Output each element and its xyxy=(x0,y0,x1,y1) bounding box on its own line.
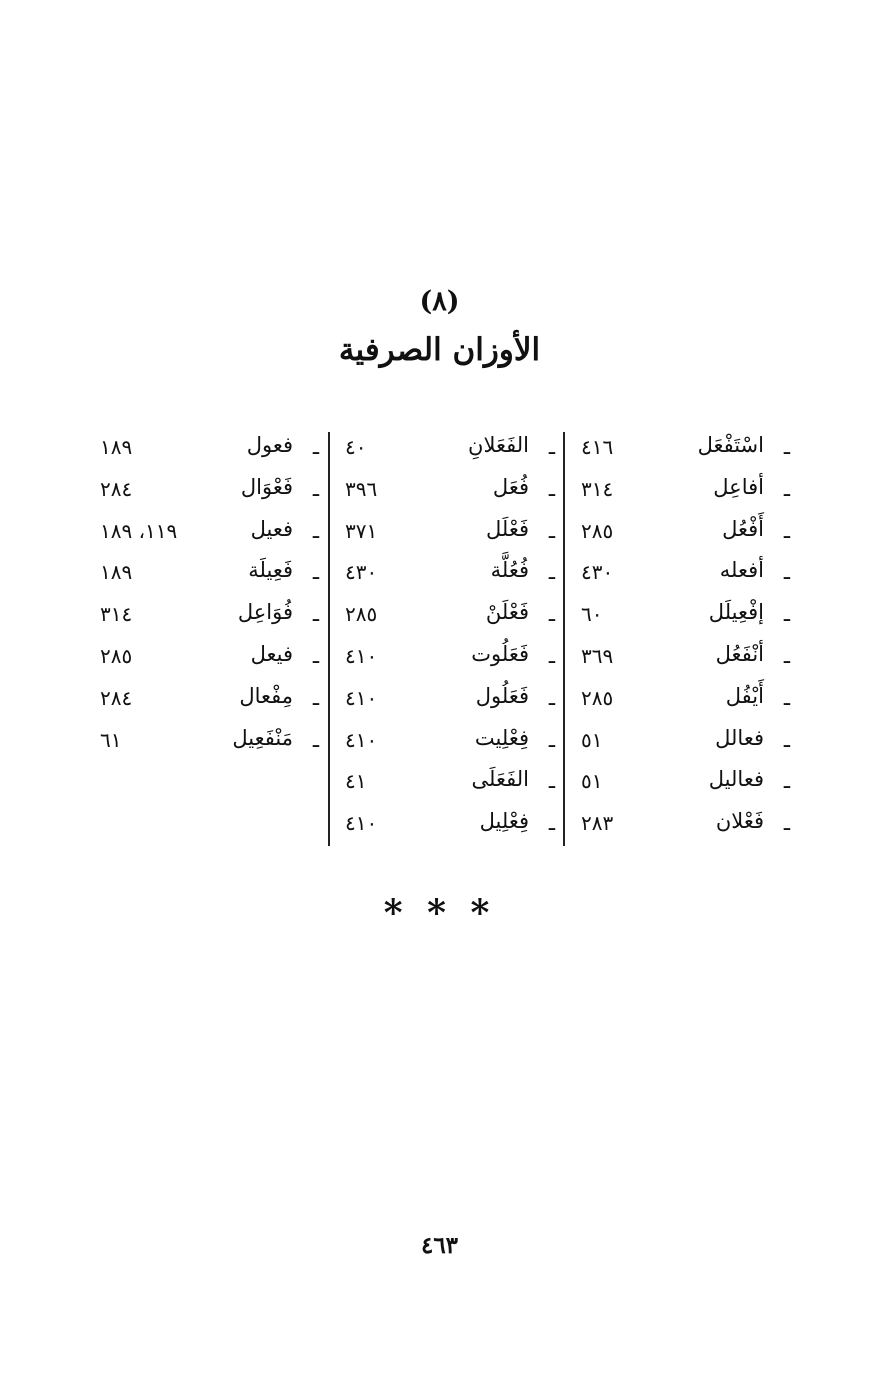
entry-page-reference: ٢٨٣ xyxy=(581,811,614,836)
section-number: (٨) xyxy=(419,286,460,317)
index-entry xyxy=(567,764,802,806)
entry-dash: ـ xyxy=(548,560,555,585)
entry-pattern: الفَعَلَى xyxy=(471,767,529,792)
index-entry xyxy=(92,514,331,556)
entry-page-reference: ٤٠ xyxy=(345,435,367,459)
entry-dash: ـ xyxy=(548,727,555,752)
entry-pattern: فُوَاعِل xyxy=(237,600,293,625)
entry-pattern: فِعْلِيت xyxy=(474,725,529,750)
entry-page-reference: ١٨٩ xyxy=(100,435,133,459)
index-entry xyxy=(92,555,331,597)
entry-page-reference: ٢٨٥ xyxy=(581,518,614,543)
index-entry xyxy=(92,430,331,472)
entry-pattern: فعالل xyxy=(715,725,764,750)
index-entry xyxy=(92,681,331,723)
entry-page-reference: ٢٨٤ xyxy=(100,685,133,710)
entry-pattern: فُعُلَّة xyxy=(490,558,529,583)
index-entry xyxy=(331,723,567,765)
entry-dash: ـ xyxy=(312,643,319,668)
entry-page-reference: ٥١ xyxy=(581,769,603,794)
entry-page-reference: ٢٨٥ xyxy=(100,643,133,668)
entry-pattern: أَيْفُل xyxy=(725,683,764,708)
index-entry xyxy=(92,639,331,681)
entry-dash: ـ xyxy=(783,518,790,543)
index-entry xyxy=(567,681,802,723)
entry-page-reference: ٢٨٤ xyxy=(100,476,133,501)
entry-pattern: مِفْعال xyxy=(239,683,293,708)
entry-dash: ـ xyxy=(312,602,319,627)
entry-pattern: فَعْلَنْ xyxy=(485,600,529,625)
entry-dash: ـ xyxy=(312,476,319,501)
index-entry xyxy=(92,472,331,514)
index-entry xyxy=(567,597,802,639)
entry-dash: ـ xyxy=(783,685,790,710)
index-column-right xyxy=(567,430,802,848)
entry-page-reference: ٤٣٠ xyxy=(345,560,378,585)
entry-page-reference: ٣٦٩ xyxy=(581,643,614,668)
entry-dash: ـ xyxy=(312,518,319,543)
entry-dash: ـ xyxy=(548,811,555,836)
entry-dash: ـ xyxy=(312,685,319,710)
entry-page-reference: ٦١ xyxy=(100,727,122,752)
page-number: ٤٦٣ xyxy=(420,1232,459,1259)
entry-dash: ـ xyxy=(312,435,319,459)
entry-pattern: فِعْلِيل xyxy=(479,809,529,834)
index-entry xyxy=(567,639,802,681)
entry-dash: ـ xyxy=(548,476,555,501)
entry-page-reference: ٤١٦ xyxy=(581,435,614,459)
index-column-middle xyxy=(331,430,567,848)
index-entry xyxy=(567,472,802,514)
index-entry xyxy=(331,472,567,514)
entry-page-reference: ٤١٠ xyxy=(345,727,378,752)
entry-pattern: فُعَل xyxy=(492,474,529,499)
entry-pattern: فعيل xyxy=(250,516,293,541)
index-entry xyxy=(331,597,567,639)
index-entry xyxy=(331,681,567,723)
entry-page-reference: ٤١٠ xyxy=(345,685,378,710)
entry-dash: ـ xyxy=(548,602,555,627)
entry-dash: ـ xyxy=(783,811,790,836)
entry-page-reference: ١١٩، ١٨٩ xyxy=(100,518,178,543)
entry-pattern: فَعْلَل xyxy=(485,516,529,541)
entry-dash: ـ xyxy=(548,518,555,543)
entry-page-reference: ٤١٠ xyxy=(345,643,378,668)
entry-pattern: فَعَلُول xyxy=(475,683,529,708)
index-entry xyxy=(92,723,331,765)
entry-pattern: فَعَلُوت xyxy=(471,641,529,666)
entry-dash: ـ xyxy=(783,643,790,668)
morphological-patterns-index xyxy=(92,430,802,848)
entry-page-reference: ٢٨٥ xyxy=(581,685,614,710)
entry-pattern: أفعله xyxy=(719,558,764,583)
index-entry xyxy=(331,555,567,597)
entry-dash: ـ xyxy=(548,643,555,668)
entry-pattern: فيعل xyxy=(250,641,293,666)
entry-dash: ـ xyxy=(783,560,790,585)
entry-pattern: أَفْعُل xyxy=(722,516,764,541)
entry-pattern: الفَعَلانِ xyxy=(468,433,529,457)
entry-pattern: اسْتَفْعَل xyxy=(697,433,764,457)
entry-pattern: فعاليل xyxy=(708,767,764,792)
entry-dash: ـ xyxy=(783,769,790,794)
entry-dash: ـ xyxy=(312,727,319,752)
entry-page-reference: ٣٧١ xyxy=(345,518,378,543)
page-title: الأوزان الصرفية xyxy=(338,332,541,368)
entry-pattern: فَعْوَال xyxy=(240,474,293,499)
index-entry xyxy=(331,514,567,556)
entry-pattern: أفاعِل xyxy=(713,474,764,499)
entry-dash: ـ xyxy=(783,435,790,459)
index-column-left xyxy=(92,430,331,764)
entry-page-reference: ٢٨٥ xyxy=(345,602,378,627)
entry-pattern: أنْفَعُل xyxy=(715,641,764,666)
entry-page-reference: ٣٩٦ xyxy=(345,476,378,501)
entry-page-reference: ٣١٤ xyxy=(581,476,614,501)
entry-page-reference: ٦٠ xyxy=(581,602,603,627)
entry-pattern: إفْعِيلَل xyxy=(708,600,764,625)
index-entry xyxy=(331,806,567,848)
entry-page-reference: ٤١٠ xyxy=(345,811,378,836)
index-entry xyxy=(567,555,802,597)
entry-page-reference: ٤٣٠ xyxy=(581,560,614,585)
entry-page-reference: ٤١ xyxy=(345,769,367,794)
entry-dash: ـ xyxy=(783,727,790,752)
index-entry xyxy=(567,806,802,848)
entry-page-reference: ١٨٩ xyxy=(100,560,133,585)
index-entry xyxy=(331,430,567,472)
entry-dash: ـ xyxy=(312,560,319,585)
entry-pattern: مَنْفَعِيل xyxy=(232,725,293,750)
entry-pattern: فَعْلان xyxy=(715,809,764,834)
entry-dash: ـ xyxy=(548,769,555,794)
index-entry xyxy=(331,639,567,681)
entry-page-reference: ٥١ xyxy=(581,727,603,752)
index-entry xyxy=(567,514,802,556)
entry-dash: ـ xyxy=(783,476,790,501)
entry-dash: ـ xyxy=(548,685,555,710)
index-entry xyxy=(567,723,802,765)
section-separator: * * * xyxy=(383,892,496,934)
index-entry xyxy=(331,764,567,806)
index-entry xyxy=(567,430,802,472)
entry-page-reference: ٣١٤ xyxy=(100,602,133,627)
entry-dash: ـ xyxy=(783,602,790,627)
index-entry xyxy=(92,597,331,639)
entry-pattern: فعول xyxy=(246,433,293,457)
entry-dash: ـ xyxy=(548,435,555,459)
entry-pattern: فَعِيلَة xyxy=(248,558,293,583)
